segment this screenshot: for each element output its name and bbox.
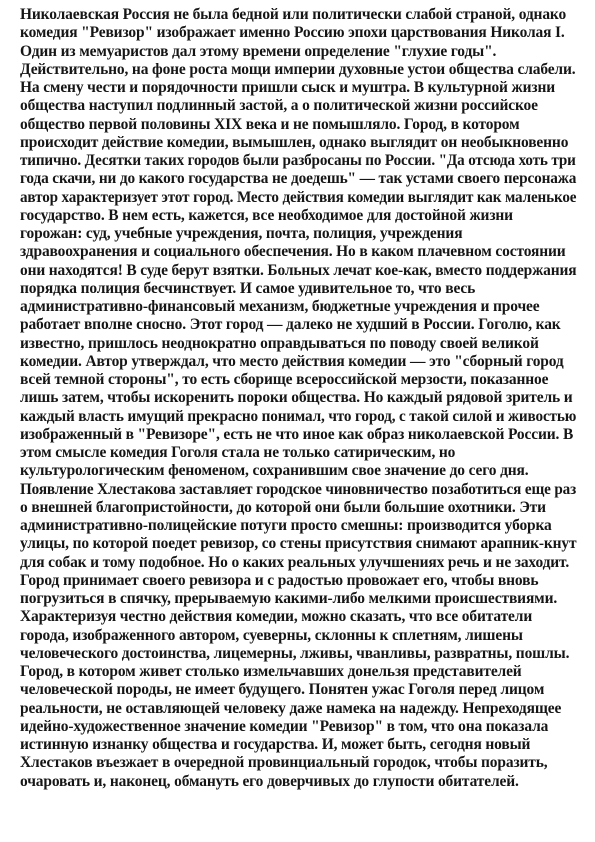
text-line: Характеризуя честно действия комедии, можно сказать, что все обитатели [20,608,533,626]
text-line: известно, пришлось неоднократно оправдываться по поводу своей великой [20,334,539,352]
text-line: Хлестаков въезжает в очередной провинциальный городок, чтобы поразить, [20,754,548,772]
text-line: погрузиться в спячку, прерываемую какими-либо мелкими происшествиями. [20,590,558,607]
text-line: этом смысле комедия Гоголя стала не только сатирическим, но [20,444,456,461]
text-line: административно-финансовый механизм, бюджетные учреждения и прочее [20,298,540,315]
text-line: они находятся! В суде берут взятки. Больных лечат кое-как, вместо поддержания [20,261,577,279]
text-line: культурологическим феноменом, сохранившим свое значение до сего дня. [20,462,529,480]
document-page [20,6,580,806]
text-line: человеческого достоинства, лицемерны, лживы, чванливы, развратны, пошлы. [20,644,570,662]
text-line: автор характеризует этот город. Место действия комедии выглядит как маленькое [20,188,577,206]
text-line: административно-полицейские потуги просто смешны: производится уборка [20,517,552,534]
text-line: лишь затем, чтобы искоренить пороки общества. Но каждый рядовой зритель и [20,389,573,407]
text-line: общество первой половины XIX века и не помышляло. Город, в котором [20,115,520,133]
text-line: всей темной стороны", то есть сборище всероссийской мерзости, показанное [20,371,549,388]
text-line: каждый власть имущий прекрасно понимал, что город, с такой силой и живостью [20,407,577,425]
text-line: комедия "Ревизор" изображает именно Россию эпохи царствования Николая I. [20,24,565,42]
text-line: идейно-художественное значение комедии "Ревизор" в том, что она показала [20,717,549,735]
text-line: изображенный в "Ревизоре", есть не что иное как образ николаевской России. В [20,425,574,443]
text-line: порядка полиция бесчинствует. И самое удивительное то, что весь [20,279,476,297]
text-line: На смену чести и порядочности пришли сыск и муштра. В культурной жизни [20,79,556,96]
text-line: истинную изнанку общества и государства. И, может быть, сегодня новый [20,736,531,753]
text-line: государство. В нем есть, кажется, все необходимое для достойной жизни [20,206,513,224]
text-line: для собак и тому подобное. Но о каких реальных улучшениях речь и не заходит. [20,553,570,571]
text-line: горожан: суд, учебные учреждения, почта, полиция, учреждения [20,225,463,242]
text-line: Город принимает своего ревизора и с радостью провожает его, чтобы вновь [20,571,539,589]
text-line: человеческой породы, не имеет будущего. Понятен ужас Гоголя перед лицом [20,681,545,699]
text-line: работает вполне сносно. Этот город — далеко не худший в России. Гоголю, как [20,316,561,334]
text-line: здравоохранения и социального обеспечения. Но в каком плачевном состоянии [20,243,566,261]
text-line: улицы, по которой поедет ревизор, со стены присутствия снимают арапник-кнут [20,535,577,553]
text-line: Появление Хлестакова заставляет городское чиновничество позаботиться еще раз [20,480,577,498]
text-line: типично. Десятки таких городов были разбросаны по России. "Да отсюда хоть три [20,152,576,169]
text-line: года скачи, ни до какого государства не доедешь" — так устами своего персонажа [20,170,577,188]
text-line: общества наступил подлинный застой, а о политической жизни российское [20,97,538,115]
text-line: Николаевская Россия не была бедной или политически слабой страной, однако [20,6,567,23]
text-line: города, изображенного автором, суеверны, склонны к сплетням, лишены [20,626,523,644]
text-line: о внешней благопристойности, до которой они были большие охотники. Эти [20,498,546,516]
text-line: происходит действие комедии, вымышлен, однако выглядит он необыкновенно [20,133,569,151]
text-line: Город, в котором живет столько измельчавших донельзя представителей [20,663,522,680]
text-line: Действительно, на фоне роста мощи империи духовные устои общества слабели. [20,60,576,78]
text-line: Один из мемуаристов дал этому времени определение "глухие годы". [20,42,497,60]
text-line: реальности, не оставляющей человеку даже намека на надежду. Непреходящее [20,699,562,717]
text-line: комедии. Автор утверждал, что место действия комедии — это "сборный город [20,352,564,370]
text-line: очаровать и, наконец, обмануть его доверчивых до глупости обитателей. [20,772,519,790]
